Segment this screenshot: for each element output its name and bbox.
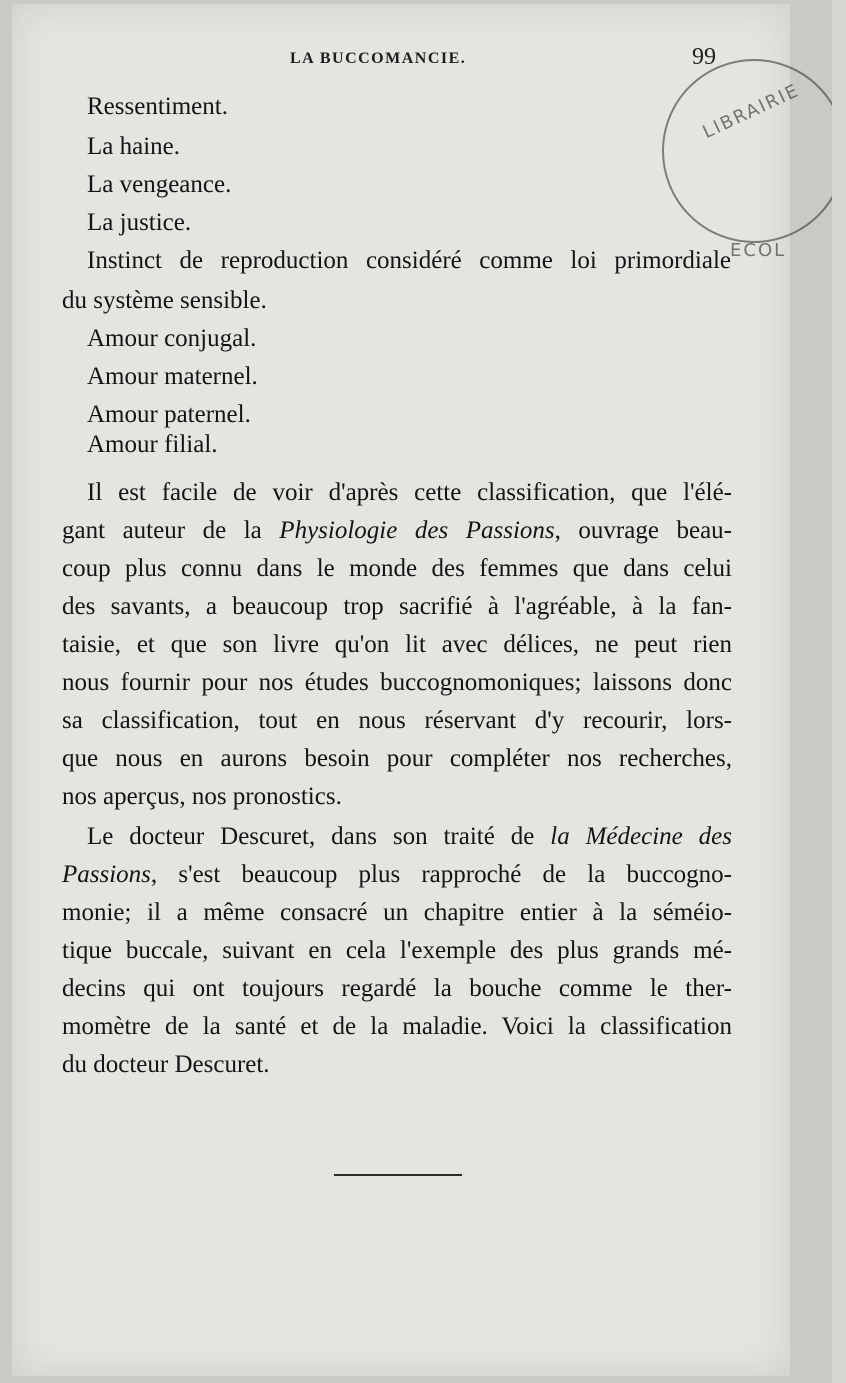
- text-line: nos aperçus, nos pronostics.: [62, 783, 342, 810]
- text-line: [62, 516, 732, 546]
- text-span: gant auteur de la: [62, 517, 280, 544]
- book-page: [12, 4, 803, 1376]
- book-title: Passions: [62, 861, 151, 888]
- text-line: Amour maternel.: [87, 363, 258, 390]
- text-line: Amour paternel.: [87, 401, 251, 428]
- page-edge: [832, 0, 846, 1383]
- text-line: La haine.: [87, 133, 181, 160]
- text-line: Ressentiment.: [87, 93, 228, 120]
- text-line: La vengeance.: [87, 171, 232, 198]
- stamp-text: LIBRAIRIE: [699, 79, 803, 144]
- text-line: monie; il a même consacré un chapitre entier à la séméio-: [62, 899, 732, 926]
- text-line: Amour conjugal.: [87, 325, 257, 352]
- text-line: taisie, et que son livre qu'on lit avec délices, ne peut rien: [62, 631, 732, 658]
- text-line: coup plus connu dans le monde des femmes que dans celui: [62, 555, 732, 582]
- text-line: Amour filial.: [87, 431, 218, 458]
- text-line: momètre de la santé et de la maladie. Voici la classification: [62, 1013, 732, 1040]
- text-line: du système sensible.: [62, 287, 267, 314]
- text-span: , s'est beaucoup plus rapproché de la buccogno-: [150, 861, 732, 888]
- book-title: Physiologie des Passions: [279, 517, 555, 544]
- text-line: Instinct de reproduction considéré comme loi primordiale: [87, 247, 731, 274]
- text-line: sa classification, tout en nous réservant d'y recourir, lors-: [62, 707, 732, 734]
- running-header: LA BUCCOMANCIE.: [290, 50, 467, 67]
- text-span: Le docteur Descuret, dans son traité de: [87, 823, 551, 850]
- page-number: 99: [692, 44, 716, 70]
- section-rule: [334, 1174, 462, 1176]
- stamp-code: ECOL: [730, 240, 787, 261]
- text-line: decins qui ont toujours regardé la bouche comme le ther-: [62, 975, 732, 1002]
- book-title: la Médecine des: [550, 823, 732, 850]
- text-span: , ouvrage beau-: [554, 517, 732, 544]
- text-line: des savants, a beaucoup trop sacrifié à l'agréable, à la fan-: [62, 593, 732, 620]
- text-line: La justice.: [87, 209, 192, 236]
- text-line: [87, 822, 732, 852]
- text-line: [62, 860, 732, 890]
- text-line: que nous en aurons besoin pour compléter nos recherches,: [62, 745, 732, 772]
- text-line: nous fournir pour nos études buccognomoniques; laissons donc: [62, 669, 732, 696]
- text-line: tique buccale, suivant en cela l'exemple des plus grands mé-: [62, 937, 732, 964]
- text-line: Il est facile de voir d'après cette classification, que l'élé-: [87, 479, 732, 506]
- text-line: du docteur Descuret.: [62, 1051, 270, 1078]
